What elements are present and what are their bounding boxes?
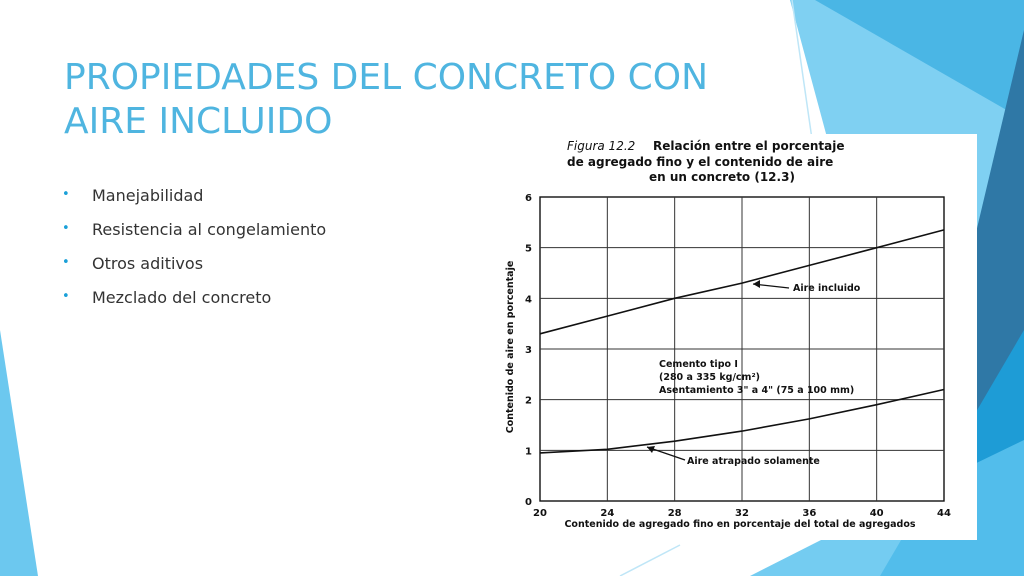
figure-title-line: de agregado fino y el contenido de aire	[567, 155, 834, 169]
y-tick-label: 5	[525, 243, 532, 255]
x-tick-label: 28	[667, 508, 682, 519]
list-item	[62, 288, 326, 322]
x-tick-label: 40	[869, 508, 884, 519]
bullet-text: Otros aditivos	[92, 254, 204, 273]
x-tick-label: 32	[735, 508, 749, 519]
list-item	[62, 220, 326, 254]
bullet-text: Mezclado del concreto	[92, 288, 272, 307]
chart-ticks	[525, 193, 951, 519]
annotation-line: (280 a 335 kg/cm²)	[659, 372, 760, 383]
x-tick-label: 24	[600, 508, 615, 519]
series-label-aire-atrapado: Aire atrapado solamente	[687, 456, 820, 467]
left-edge-shape	[0, 330, 38, 576]
bullet-text: Manejabilidad	[92, 186, 204, 205]
series-label-aire-incluido: Aire incluido	[793, 283, 861, 294]
annotation-line: Cemento tipo I	[659, 359, 738, 370]
bullet-dot-icon: •	[62, 221, 70, 236]
y-tick-label: 3	[525, 345, 532, 356]
x-tick-label: 36	[802, 508, 817, 519]
figure-title-prefix: Figura 12.2	[567, 139, 636, 153]
bullet-dot-icon: •	[62, 255, 70, 270]
bullet-dot-icon: •	[62, 187, 70, 202]
y-tick-label: 1	[525, 446, 532, 458]
figure-title-line: en un concreto (12.3)	[649, 170, 795, 184]
figure-panel	[497, 134, 977, 540]
y-tick-label: 4	[525, 294, 532, 306]
arrowhead-icon	[753, 280, 760, 288]
figure-title-line: Relación entre el porcentaje	[653, 139, 845, 153]
x-tick-label: 20	[533, 508, 547, 519]
x-tick-label: 44	[937, 508, 951, 519]
list-item	[62, 186, 326, 220]
y-tick-label: 2	[525, 395, 532, 407]
bullet-text: Resistencia al congelamiento	[92, 220, 327, 239]
slide-title: PROPIEDADES DEL CONCRETO CON AIRE INCLUIDO	[64, 57, 709, 142]
annotation-line: Asentamiento 3" a 4" (75 a 100 mm)	[659, 385, 855, 396]
bullet-dot-icon: •	[62, 289, 70, 304]
x-axis-label: Contenido de agregado fino en porcentaje del total de agregados	[564, 519, 916, 530]
list-item	[62, 254, 326, 288]
air-content-chart	[497, 134, 977, 540]
y-tick-label: 6	[525, 193, 532, 204]
bullet-list	[62, 186, 326, 322]
y-axis-label: Contenido de aire en porcentaje	[505, 260, 516, 434]
deco-line-bottom	[620, 545, 680, 576]
y-tick-label: 0	[525, 497, 532, 508]
